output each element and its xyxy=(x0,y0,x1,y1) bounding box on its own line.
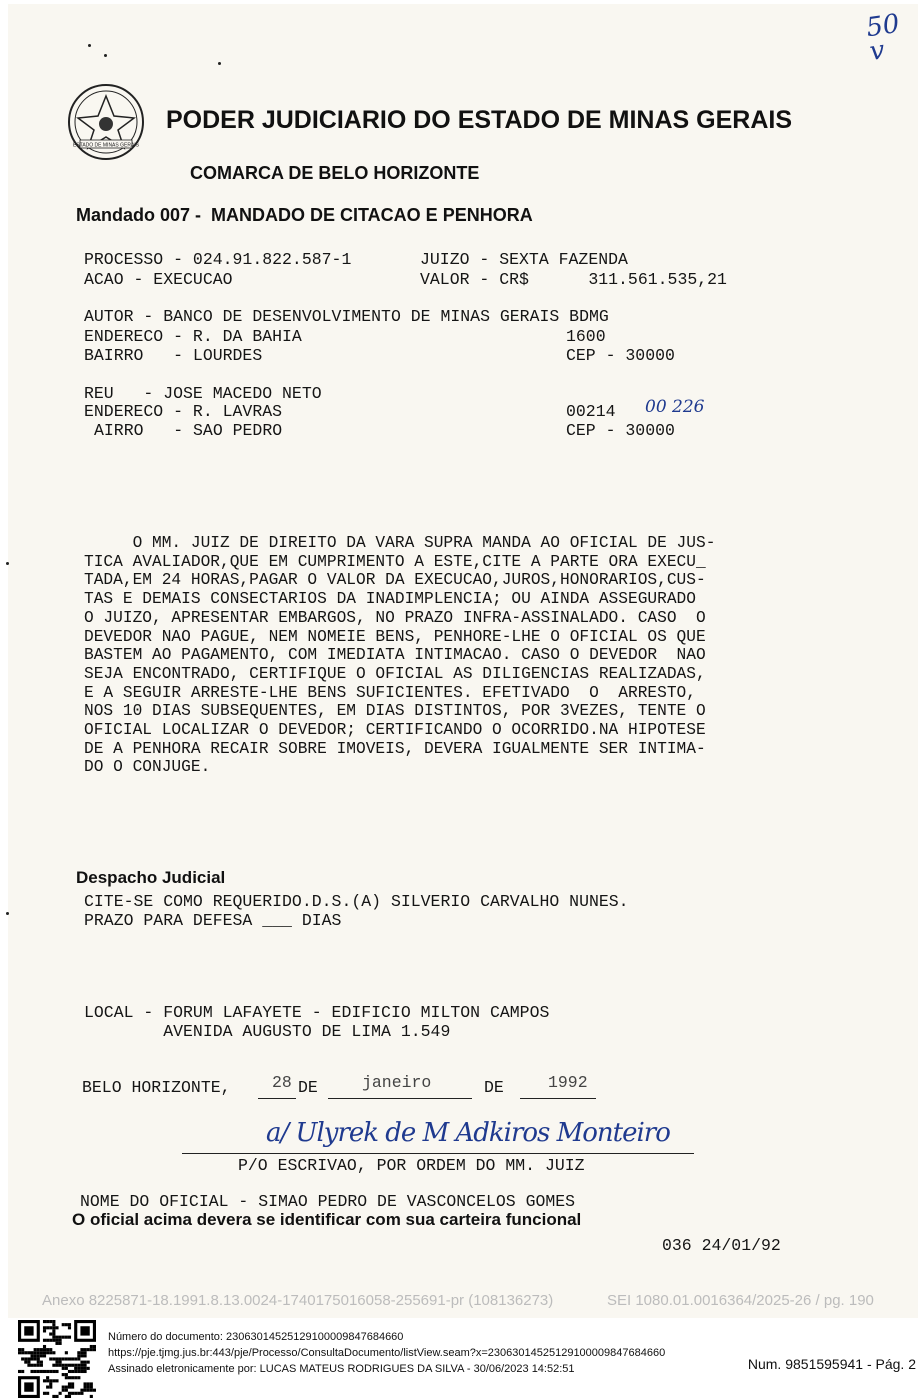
reu-bairro: AIRRO - SAO PEDRO xyxy=(94,421,283,440)
page-title: PODER JUDICIARIO DO ESTADO DE MINAS GERAIS xyxy=(166,106,792,134)
day-underline xyxy=(258,1098,296,1099)
body-line: O JUIZO, APRESENTAR EMBARGOS, NO PRAZO INFRA-ASSINALADO. CASO O xyxy=(84,608,706,627)
signature-caption: P/O ESCRIVAO, POR ORDEM DO MM. JUIZ xyxy=(238,1156,585,1175)
reu-endereco: ENDERECO - R. LAVRAS xyxy=(84,402,283,421)
scrivener-signature: a/ Ulyrek de M Adkiros Monteiro xyxy=(266,1118,670,1148)
speck xyxy=(104,54,107,57)
local-line-1: LOCAL - FORUM LAFAYETE - EDIFICIO MILTON CAMPOS xyxy=(84,1003,550,1022)
reu-field: REU - JOSE MACEDO NETO xyxy=(84,384,322,403)
autor-numero: 1600 xyxy=(566,327,606,346)
mandado-heading: Mandado 007 - MANDADO DE CITACAO E PENHORA xyxy=(76,205,533,225)
date-de-1: DE xyxy=(298,1078,318,1097)
body-line: DE A PENHORA RECAIR SOBRE IMOVEIS, DEVERA IGUALMENTE SER INTIMA- xyxy=(84,739,706,758)
body-line: DO O CONJUGE. xyxy=(84,758,211,777)
speck xyxy=(6,562,9,565)
reu-numero: 00214 xyxy=(566,402,616,421)
despacho-line-2: PRAZO PARA DEFESA ___ DIAS xyxy=(84,911,342,930)
body-line: NOS 10 DIAS SUBSEQUENTES, EM DIAS DISTINTOS, POR 3VEZES, TENTE O xyxy=(84,702,706,721)
date-year: 1992 xyxy=(548,1073,588,1092)
comarca-heading: COMARCA DE BELO HORIZONTE xyxy=(190,163,480,183)
autor-cep: CEP - 30000 xyxy=(566,346,675,365)
date-day: 28 xyxy=(272,1073,292,1092)
juizo-field: JUIZO - SEXTA FAZENDA xyxy=(420,250,628,269)
oficial-nome: NOME DO OFICIAL - SIMAO PEDRO DE VASCONCELOS GOMES xyxy=(80,1192,576,1211)
processo-field: PROCESSO - 024.91.822.587-1 xyxy=(84,250,352,269)
body-line: OFICIAL LOCALIZAR O DEVEDOR; CERTIFICANDO O OCORRIDO.NA HIPOTESE xyxy=(84,721,706,739)
acao-field: ACAO - EXECUCAO xyxy=(84,270,233,289)
autor-field: AUTOR - BANCO DE DESENVOLVIMENTO DE MINAS GERAIS BDMG xyxy=(84,307,609,326)
local-line-2: AVENIDA AUGUSTO DE LIMA 1.549 xyxy=(84,1022,451,1041)
despacho-heading: Despacho Judicial xyxy=(76,868,226,887)
date-month: janeiro xyxy=(362,1073,432,1092)
speck xyxy=(88,44,91,47)
autor-endereco: ENDERECO - R. DA BAHIA xyxy=(84,327,302,346)
document-code: 036 24/01/92 xyxy=(662,1236,781,1255)
reu-cep: CEP - 30000 xyxy=(566,421,675,440)
signature-line xyxy=(182,1153,694,1154)
date-city: BELO HORIZONTE, xyxy=(82,1078,231,1097)
body-line: TICA AVALIADOR,QUE EM CUMPRIMENTO A ESTE,CITE A PARTE ORA EXECU_ xyxy=(84,552,706,571)
speck xyxy=(218,62,221,65)
month-underline xyxy=(328,1098,472,1099)
court-seal-icon xyxy=(64,82,148,162)
reu-numero-handwritten: 00 226 xyxy=(645,397,705,417)
document-url[interactable]: https://pje.tjmg.jus.br:443/pje/Processo/ConsultaDocumento/listView.seam?x=23063014525129100009847684660 xyxy=(108,1347,666,1359)
despacho-line-1: CITE-SE COMO REQUERIDO.D.S.(A) SILVERIO CARVALHO NUNES. xyxy=(84,892,629,911)
margin-note: 50 v xyxy=(864,8,902,68)
anexo-watermark: Anexo 8225871-18.1991.8.13.0024-1740175016058-255691-pr (108136273) xyxy=(42,1292,554,1309)
body-line: SEJA ENCONTRADO, CERTIFIQUE O OFICIAL AS DILIGENCIAS REALIZADAS, xyxy=(84,664,706,683)
svg-text:ESTADO DE MINAS GERAIS: ESTADO DE MINAS GERAIS xyxy=(72,142,140,149)
page-number: Num. 9851595941 - Pág. 2 xyxy=(747,1356,916,1372)
body-line: DEVEDOR NAO PAGUE, NEM NOMEIE BENS, PENHORE-LHE O OFICIAL OS QUE xyxy=(84,627,706,646)
body-line: O MM. JUIZ DE DIREITO DA VARA SUPRA MANDA AO OFICIAL DE JUS- xyxy=(84,534,716,552)
speck xyxy=(6,912,9,915)
qr-code-icon[interactable] xyxy=(18,1320,96,1398)
year-underline xyxy=(520,1098,596,1099)
oficial-aviso: O oficial acima devera se identificar com sua carteira funcional xyxy=(72,1210,582,1229)
signature-info: Assinado eletronicamente por: LUCAS MATEUS RODRIGUES DA SILVA - 30/06/2023 14:52:51 xyxy=(108,1363,575,1375)
valor-field: VALOR - CR$ 311.561.535,21 xyxy=(420,270,727,289)
autor-bairro: BAIRRO - LOURDES xyxy=(84,346,263,365)
sei-watermark: SEI 1080.01.0016364/2025-26 / pg. 190 xyxy=(607,1292,874,1309)
document-number: Número do documento: 23063014525129100009847684660 xyxy=(108,1331,404,1343)
body-line: TADA,EM 24 HORAS,PAGAR O VALOR DA EXECUCAO,JUROS,HONORARIOS,CUS- xyxy=(84,571,706,590)
date-de-2: DE xyxy=(484,1078,504,1097)
body-line: BASTEM AO PAGAMENTO, COM IMEDIATA INTIMACAO. CASO O DEVEDOR NAO xyxy=(84,646,706,665)
body-line: E A SEGUIR ARRESTE-LHE BENS SUFICIENTES. EFETIVADO O ARRESTO, xyxy=(84,683,696,702)
body-line: TAS E DEMAIS CONSECTARIOS DA INADIMPLENCIA; OU AINDA ASSEGURADO xyxy=(84,590,696,609)
